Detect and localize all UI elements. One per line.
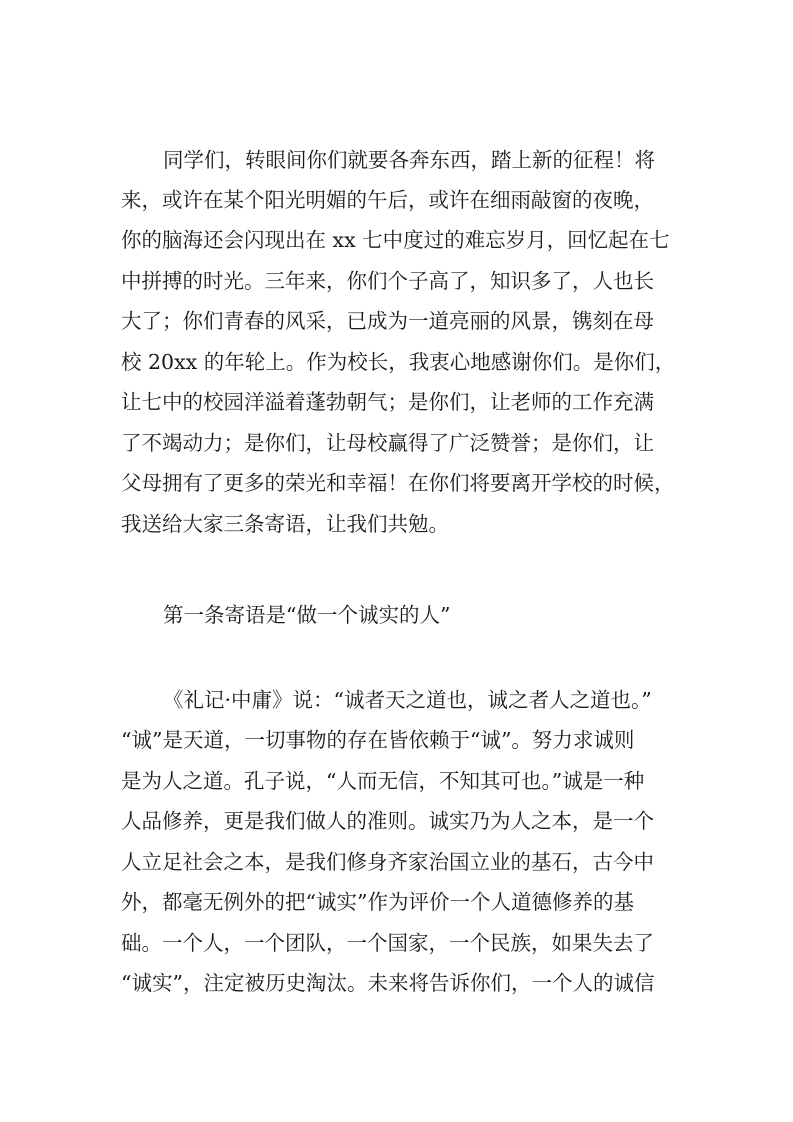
paragraph-1-line-1: [0, 140, 793, 180]
text-line: 来，或许在某个阳光明媚的午后，或许在细雨敲窗的夜晚，: [121, 188, 654, 212]
text-line: 了不竭动力；是你们，让母校赢得了广泛赞誉；是你们，让: [121, 431, 654, 455]
text-line: 我送给大家三条寄语，让我们共勉。: [121, 512, 449, 536]
text-line: 中拼搏的时光。三年来，你们个子高了，知识多了，人也长: [121, 269, 654, 293]
text-line: 大了；你们青春的风采，已成为一道亮丽的风景，镌刻在母: [121, 309, 654, 333]
text-line: “诚”是天道，一切事物的存在皆依赖于“诚”。努力求诚则: [121, 728, 635, 752]
text-line: 人立足社会之本，是我们修身齐家治国立业的基石，古今中: [121, 850, 654, 874]
text-line: 是为人之道。孔子说，“人而无信，不知其可也。”诚是一种: [121, 769, 645, 793]
text-line: 第一条寄语是“做一个诚实的人”: [163, 603, 451, 627]
paragraph-1-line-6: [0, 342, 793, 382]
text-line: 《礼记·中庸》说：“诚者天之道也，诚之者人之道也。”: [163, 688, 652, 712]
text-line: 校 20xx 的年轮上。作为校长，我衷心地感谢你们。是你们，: [121, 350, 676, 374]
text-line: 同学们，转眼间你们就要各奔东西，踏上新的征程！将: [163, 148, 655, 172]
paragraph-3-line-1: [0, 680, 793, 720]
paragraph-1-line-2: [0, 180, 793, 220]
paragraph-3-line-3: [0, 761, 793, 801]
text-line: 人品修养，更是我们做人的准则。诚实乃为人之本，是一个: [121, 809, 654, 833]
paragraph-1-line-5: [0, 301, 793, 341]
text-line: 让七中的校园洋溢着蓬勃朝气；是你们，让老师的工作充满: [121, 390, 654, 414]
paragraph-3-line-5: [0, 842, 793, 882]
paragraph-1-line-8: [0, 423, 793, 463]
text-line: 础。一个人，一个团队，一个国家，一个民族，如果失去了: [121, 931, 654, 955]
paragraph-1-line-3: [0, 220, 793, 260]
paragraph-3-line-8: [0, 963, 793, 1003]
text-line: “诚实”，注定被历史淘汰。未来将告诉你们，一个人的诚信: [121, 971, 655, 995]
paragraph-3-line-2: [0, 720, 793, 760]
paragraph-1-line-4: [0, 261, 793, 301]
section-heading: [0, 595, 793, 635]
paragraph-1-line-9: [0, 463, 793, 503]
paragraph-3-line-4: [0, 801, 793, 841]
text-line: 父母拥有了更多的荣光和幸福！在你们将要离开学校的时候，: [121, 471, 675, 495]
paragraph-3-line-6: [0, 882, 793, 922]
paragraph-3-line-7: [0, 923, 793, 963]
text-line: 你的脑海还会闪现出在 xx 七中度过的难忘岁月，回忆起在七: [121, 228, 670, 252]
paragraph-1-line-7: [0, 382, 793, 422]
text-line: 外，都毫无例外的把“诚实”作为评价一个人道德修养的基: [121, 890, 634, 914]
paragraph-1-line-10: [0, 504, 793, 544]
